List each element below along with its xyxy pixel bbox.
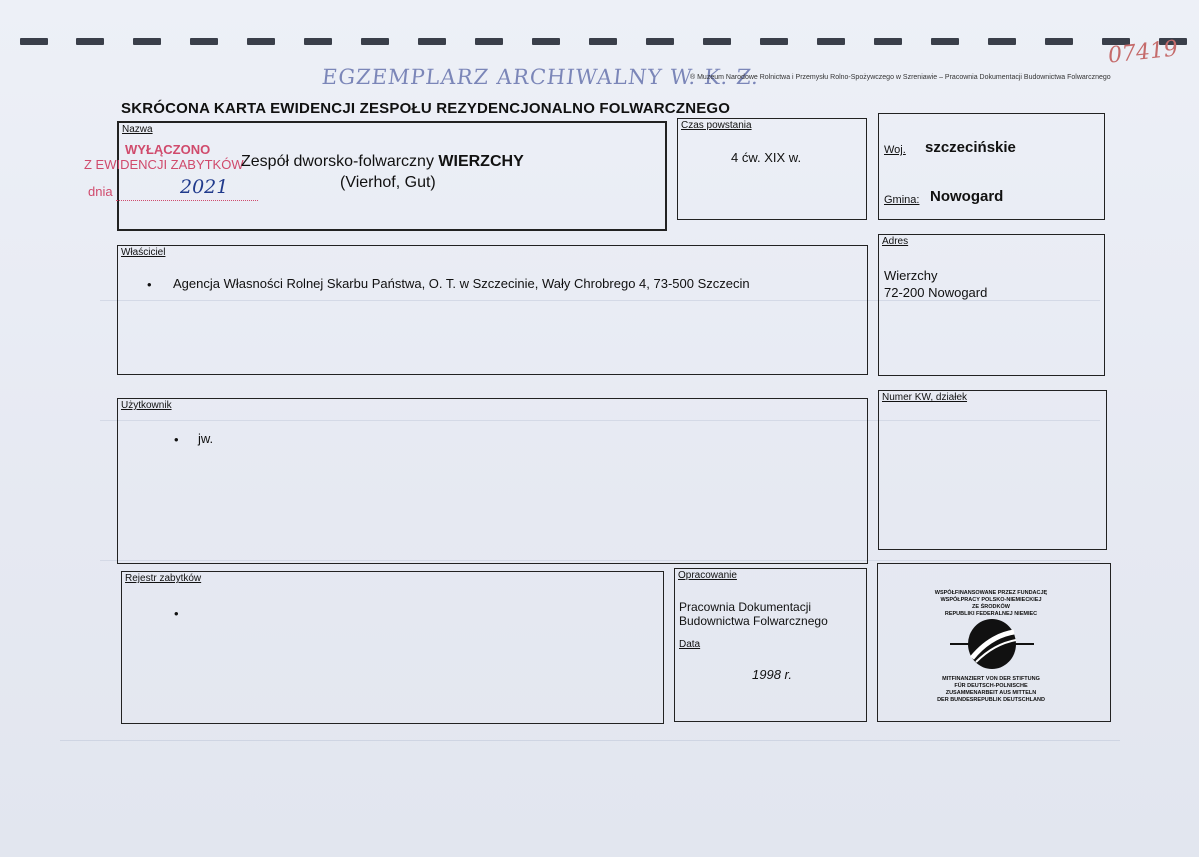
gmina-value: Nowogard (930, 188, 1004, 205)
numer-kw-box (878, 390, 1107, 550)
opracowanie-line1: Pracownia Dokumentacji (679, 600, 812, 614)
complex-name-prefix: Zespół dworsko-folwarczny (241, 153, 434, 170)
adres-line1: Wierzchy (884, 268, 938, 283)
wlasciciel-label: Właściciel (121, 247, 166, 258)
adres-box (878, 234, 1105, 376)
handwritten-date: 2021 (180, 176, 229, 198)
gmina-label: Gmina: (884, 194, 920, 206)
date-label: dnia (88, 184, 113, 199)
complex-name-bold: WIERZCHY (438, 153, 524, 170)
uzytkownik-label: Użytkownik (121, 400, 172, 411)
opracowanie-label: Opracowanie (678, 570, 737, 581)
foundation-logo-icon (950, 618, 1034, 670)
adres-label: Adres (882, 236, 909, 247)
nazwa-label: Nazwa (122, 124, 153, 135)
czas-label: Czas powstania (681, 120, 752, 131)
uzytkownik-box (117, 398, 868, 564)
date-dotted-line (116, 200, 258, 201)
wlasciciel-item: Agencja Własności Rolnej Skarbu Państwa, O. T. w Szczecinie, Wały Chrobrego 4, 73-500 Szczecin (173, 276, 750, 291)
museum-note: ® Muzeum Narodowe Rolnictwa i Przemysłu Rolno-Spożywczego w Szreniawie – Pracownia Dokumentacji Budownictwa Folwarcznego (690, 74, 1111, 81)
opracowanie-line2: Budownictwa Folwarcznego (679, 614, 828, 628)
removed-stamp-line2: Z EWIDENCJI ZABYTKÓW (84, 157, 244, 172)
page-title: SKRÓCONA KARTA EWIDENCJI ZESPOŁU REZYDENCJONALNO FOLWARCZNEGO (121, 100, 731, 117)
bullet-icon: • (174, 606, 179, 621)
archive-stamp: EGZEMPLARZ ARCHIWALNY W. K. Z. (320, 65, 761, 89)
wlasciciel-box (117, 245, 868, 375)
complex-name (241, 153, 524, 171)
rejestr-box (121, 571, 664, 724)
woj-label: Woj. (884, 144, 906, 156)
uzytkownik-item: jw. (198, 431, 214, 446)
opracowanie-box (674, 568, 867, 722)
data-value: 1998 r. (752, 667, 792, 682)
adres-line2: 72-200 Nowogard (884, 285, 988, 300)
removed-stamp-line1: WYŁĄCZONO (125, 142, 211, 157)
bullet-icon: • (147, 277, 152, 292)
numer-kw-label: Numer KW, działek (882, 392, 968, 403)
czas-box (677, 118, 867, 220)
complex-name-german: (Vierhof, Gut) (340, 174, 436, 191)
woj-value: szczecińskie (925, 139, 1016, 156)
sponsor-german-text: MITFINANZIERT VON DER STIFTUNG FÜR DEUTSCH-POLNISCHE ZUSAMMENARBEIT AUS MITTELN DER BUNDESREPUBLIK DEUTSCHLAND (937, 676, 1045, 703)
ghost-line (60, 740, 1120, 741)
rejestr-label: Rejestr zabytków (125, 573, 202, 584)
binder-holes (20, 38, 1180, 48)
bullet-icon: • (174, 432, 179, 447)
sponsor-polish-text: WSPÓŁFINANSOWANE PRZEZ FUNDACJĘ WSPÓŁPRACY POLSKO-NIEMIECKIEJ ZE ŚRODKÓW REPUBLIKI FEDERALNEJ NIEMIEC (934, 590, 1048, 617)
data-label: Data (679, 639, 701, 650)
czas-value: 4 ćw. XIX w. (731, 150, 802, 165)
handwritten-number: 07419 (1106, 36, 1180, 69)
